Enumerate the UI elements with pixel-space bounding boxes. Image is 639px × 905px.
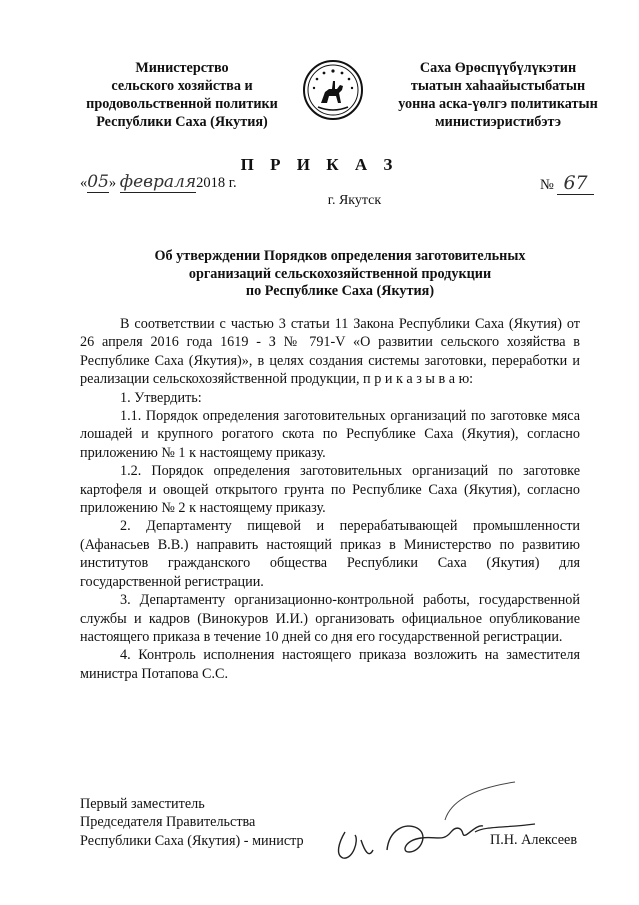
paragraph-preamble: В соответствии с частью 3 статьи 11 Закона Республики Саха (Якутия) от 26 апреля 2016 года 1619 - З № 791-V «О развитии сельского хозяйства в Республике Саха (Якутия)», в целях создания системы заготовки, переработки и реализации сельскохозяйственной продукции, п р и к а з ы в а ю: <box>80 316 580 388</box>
header-line: продовольственной политики <box>86 96 278 112</box>
number-label: № <box>540 177 554 193</box>
header-line: тыатын хаһаайыстыбатын <box>410 78 586 94</box>
paragraph-item-1: 1. Утвердить: <box>120 389 202 406</box>
header-line: сельского хозяйства и <box>111 78 253 94</box>
paragraph-item-2: 2. Департаменту пищевой и перерабатывающей промышленности (Афанасьев В.В.) направить настоящий приказ в Министерство по развитию институтов гражданского общества Республики Саха (Якутия) для государственной регистрации. <box>80 518 580 590</box>
paragraph-item-3: 3. Департаменту организационно-контрольной работы, государственной службы и кадров (Винокуров И.И.) организовать официальное опубликование настоящего приказа в течение 10 дней со дня его государственной регистрации. <box>80 592 580 645</box>
ministry-header-yakut <box>386 59 610 131</box>
city: г. Якутск <box>327 193 382 208</box>
paragraph-item-4: 4. Контроль исполнения настоящего приказа возложить на заместителя министра Потапова С.С. <box>80 647 580 682</box>
date-open-quote: « <box>80 175 88 191</box>
order-subject <box>120 248 560 301</box>
header-line: уонна аска-үөлгэ политикатын <box>398 96 598 112</box>
ministry-header-russian <box>76 59 288 131</box>
date-close-quote: » <box>108 175 117 191</box>
subject-line: по Республике Саха (Якутия) <box>245 283 435 299</box>
header-line: министиэристибэтэ <box>435 114 561 130</box>
order-date <box>80 172 237 192</box>
paragraph-item-1-2: 1.2. Порядок определения заготовительных организаций по заготовке картофеля и овощей открытого грунта по Республике Саха (Якутия), согласно приложению № 2 к настоящему приказу. <box>80 463 580 517</box>
header-line: Республики Саха (Якутия) <box>96 114 268 130</box>
subject-line: Об утверждении Порядков определения заготовительных <box>154 248 526 264</box>
subject-line: организаций сельскохозяйственной продукции <box>188 265 492 282</box>
order-number <box>540 172 594 194</box>
order-body <box>80 315 580 683</box>
signatory-line: Республики Саха (Якутия) - министр <box>80 832 304 849</box>
handwritten-signature <box>325 780 545 870</box>
date-day: 05 <box>87 172 109 192</box>
signatory-name: П.Н. Алексеев <box>490 832 578 848</box>
coat-of-arms-emblem <box>302 59 364 121</box>
paragraph-item-1-1: 1.1. Порядок определения заготовительных организаций по заготовке мяса лошадей и крупного рогатого скота по Республике Саха (Якутия), согласно приложению № 1 к настоящему приказу. <box>80 408 580 461</box>
signatory-line: Первый заместитель <box>80 796 205 812</box>
number-value: 67 <box>557 172 593 195</box>
signatory-title <box>80 795 304 850</box>
header-line: Саха Өрөспүүбүлүкэтин <box>419 60 577 76</box>
document-title: П Р И К А З <box>240 155 399 174</box>
signatory-line: Председателя Правительства <box>80 814 256 831</box>
date-month: февраля <box>119 172 197 192</box>
date-year: 2018 г. <box>196 175 237 191</box>
header-line: Министерство <box>135 60 229 76</box>
